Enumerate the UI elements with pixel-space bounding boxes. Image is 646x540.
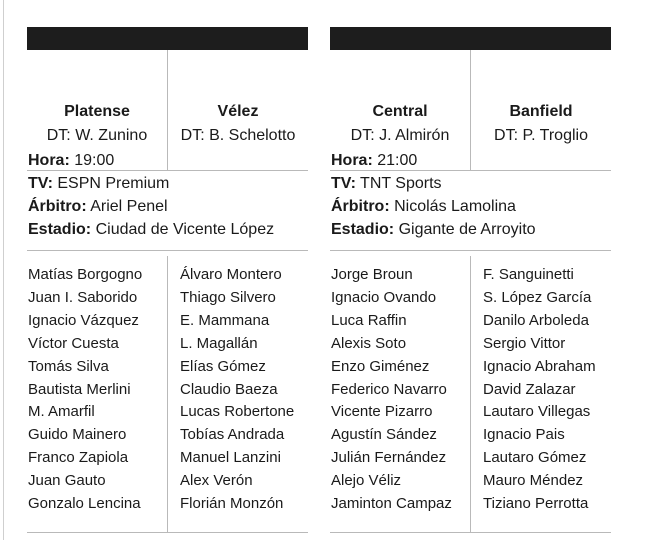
player: Matías Borgogno bbox=[28, 266, 143, 283]
hora-label: Hora: bbox=[28, 152, 70, 169]
bottom-rule bbox=[330, 532, 611, 533]
player: Danilo Arboleda bbox=[483, 311, 589, 329]
away-team-name: Vélez bbox=[217, 103, 259, 120]
arbitro-line bbox=[28, 196, 168, 218]
match-panel-platense-velez bbox=[27, 27, 308, 537]
player: Mauro Méndez bbox=[483, 472, 584, 490]
hora-value: 19:00 bbox=[74, 152, 115, 169]
player: Ignacio Ovando bbox=[331, 288, 437, 306]
player: Tomás Silva bbox=[28, 357, 109, 375]
player: Alexis Soto bbox=[331, 334, 407, 352]
player: Juan Gauto bbox=[28, 472, 106, 490]
player: Álvaro Montero bbox=[180, 266, 282, 283]
player: Tobías Andrada bbox=[180, 426, 285, 444]
player: Tiziano Perrotta bbox=[483, 495, 589, 513]
home-team-coach: DT: W. Zunino bbox=[46, 127, 148, 144]
player: Federico Navarro bbox=[331, 380, 447, 398]
away-lineup bbox=[483, 264, 596, 516]
player: Gonzalo Lencina bbox=[28, 495, 141, 513]
player: Víctor Cuesta bbox=[28, 334, 119, 352]
arbitro-value: Ariel Penel bbox=[90, 198, 168, 215]
estadio-label: Estadio: bbox=[331, 221, 395, 238]
estadio-value: Gigante de Arroyito bbox=[398, 221, 536, 238]
bottom-rule bbox=[27, 532, 308, 533]
tv-line bbox=[331, 173, 442, 195]
player: Franco Zapiola bbox=[28, 449, 129, 467]
home-team-name: Central bbox=[372, 103, 428, 120]
match-info bbox=[330, 150, 611, 251]
away-team-name: Banfield bbox=[509, 103, 573, 120]
player: Agustín Sández bbox=[331, 426, 437, 444]
player: Bautista Merlini bbox=[28, 380, 131, 398]
header-bar bbox=[27, 27, 308, 50]
home-team-name: Platense bbox=[64, 103, 130, 120]
player: Alejo Véliz bbox=[331, 472, 402, 490]
player: Ignacio Pais bbox=[483, 426, 565, 444]
home-lineup bbox=[331, 264, 452, 516]
estadio-value: Ciudad de Vicente López bbox=[95, 221, 275, 238]
player: Ignacio Vázquez bbox=[28, 311, 139, 329]
player: Jorge Broun bbox=[331, 266, 413, 283]
away-lineup bbox=[180, 264, 294, 516]
arbitro-value: Nicolás Lamolina bbox=[394, 198, 516, 215]
player: Sergio Vittor bbox=[483, 334, 566, 352]
player: Lautaro Gómez bbox=[483, 449, 587, 467]
arbitro-label: Árbitro: bbox=[331, 198, 390, 215]
match-info bbox=[27, 150, 308, 251]
player: Lucas Robertone bbox=[180, 403, 295, 421]
player: Vicente Pizarro bbox=[331, 403, 433, 421]
player: Juan I. Saborido bbox=[28, 288, 138, 306]
player: Lautaro Villegas bbox=[483, 403, 591, 421]
estadio-line bbox=[28, 219, 274, 241]
tv-line bbox=[28, 173, 169, 195]
player: David Zalazar bbox=[483, 380, 576, 398]
player: Guido Mainero bbox=[28, 426, 127, 444]
player: Thiago Silvero bbox=[180, 288, 276, 306]
hora-line bbox=[331, 150, 417, 172]
home-team-coach: DT: J. Almirón bbox=[350, 127, 450, 144]
arbitro-line bbox=[331, 196, 516, 218]
player: L. Magallán bbox=[180, 334, 258, 352]
player: Alex Verón bbox=[180, 472, 253, 490]
estadio-line bbox=[331, 219, 536, 241]
hora-line bbox=[28, 150, 114, 172]
left-margin-rule bbox=[3, 0, 4, 540]
away-team-coach: DT: B. Schelotto bbox=[180, 127, 296, 144]
lineups bbox=[27, 256, 308, 532]
lineup-divider bbox=[470, 256, 471, 532]
home-lineup bbox=[28, 264, 142, 516]
player: Florián Monzón bbox=[180, 495, 284, 513]
tv-value: ESPN Premium bbox=[57, 175, 170, 192]
hora-label: Hora: bbox=[331, 152, 373, 169]
player: M. Amarfil bbox=[28, 403, 95, 421]
estadio-label: Estadio: bbox=[28, 221, 92, 238]
arbitro-label: Árbitro: bbox=[28, 198, 87, 215]
player: Manuel Lanzini bbox=[180, 449, 281, 467]
lineups bbox=[330, 256, 611, 532]
player: F. Sanguinetti bbox=[483, 266, 574, 283]
lineup-divider bbox=[167, 256, 168, 532]
hora-value: 21:00 bbox=[377, 152, 418, 169]
player: S. López García bbox=[483, 288, 592, 306]
away-team-coach: DT: P. Troglio bbox=[494, 127, 588, 144]
tv-label: TV: bbox=[331, 175, 356, 192]
match-panel-central-banfield bbox=[330, 27, 611, 537]
header-bar bbox=[330, 27, 611, 50]
tv-label: TV: bbox=[28, 175, 53, 192]
player: Julián Fernández bbox=[331, 449, 447, 467]
player: Enzo Giménez bbox=[331, 357, 430, 375]
tv-value: TNT Sports bbox=[360, 175, 442, 192]
player: Jaminton Campaz bbox=[331, 495, 452, 513]
player: Claudio Baeza bbox=[180, 380, 278, 398]
player: Luca Raffin bbox=[331, 311, 407, 329]
player: Ignacio Abraham bbox=[483, 357, 596, 375]
player: Elías Gómez bbox=[180, 357, 266, 375]
player: E. Mammana bbox=[180, 311, 270, 329]
